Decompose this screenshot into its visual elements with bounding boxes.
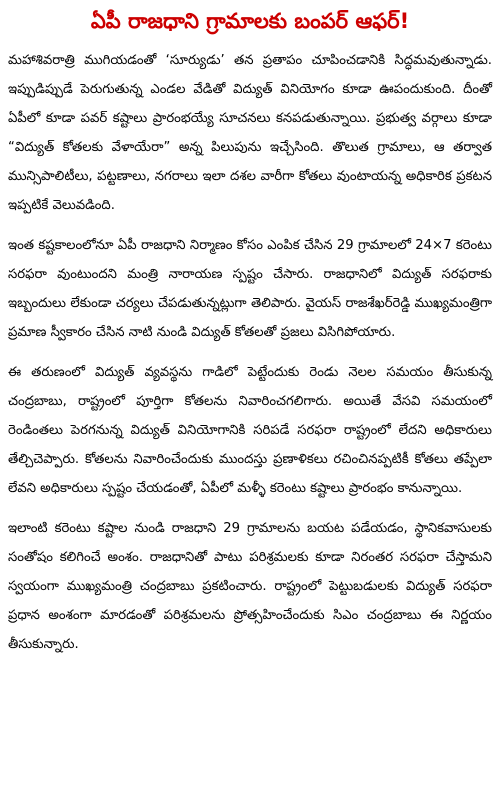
article-paragraph-1: మహాశివరాత్రి ముగియడంతో ‘సూర్యుడు’ తన ప్రతాపం చూపించడానికి సిద్ధమవుతున్నాడు. ఇప్పుడిప్పుడే పెరుగుతున్న ఎండల వేడితో విద్యుత్ వినియోగం కూడా ఊపందుకుంది. దీంతో ఏపీలో కూడా పవర్ కష్టాలు ప్రారంభయ్యే సూచనలు కనపడుతున్నాయి. ప్రభుత్వ వర్గాలు కూడా “విద్యుత్ కోతలకు వేళాయేరా” అన్న పిలుపును ఇచ్చేసింది. తొలుత గ్రామాలు, ఆ తర్వాత మున్సిపాలిటీలు, పట్టణాలు, నగరాలు ఇలా దశల వారీగా కోతలు వుంటాయన్న అధికారిక ప్రకటన ఇప్పటికే వెలువడింది. <box>8 53 492 213</box>
article-page <box>0 6 500 788</box>
article-headline: ఏపీ రాజధాని గ్రామాలకు బంపర్ ఆఫర్! <box>90 9 410 33</box>
article-paragraph-3: ఈ తరుణంలో విద్యుత్ వ్యవస్థను గాడిలో పెట్టేందుకు రెండు నెలల సమయం తీసుకున్న చంద్రబాబు, రాష్ట్రంలో పూర్తిగా కోతలను నివారించగలిగారు. అయితే వేసవి సమయంలో రెండింతలు పెరగనున్న విద్యుత్ వినియోగానికి సరిపడే సరఫరా రాష్ట్రంలో లేదని అధికారులు తేల్చిచెప్పారు. కోతలను నివారించేందుకు ముందస్తు ప్రణాళికలు రచించినప్పటికీ కోతలు తప్పేలా లేవని అధికారులు స్పష్టం చేయడంతో, ఏపీలో మళ్ళీ కరెంటు కష్టాలు ప్రారంభం కానున్నాయి. <box>8 365 492 496</box>
article-paragraph-2: ఇంత కష్టకాలంలోనూ ఏపీ రాజధాని నిర్మాణం కోసం ఎంపిక చేసిన 29 గ్రామాలలో 24×7 కరెంటు సరఫరా వుంటుందని మంత్రి నారాయణ స్పష్టం చేసారు. రాజధానిలో విద్యుత్ సరఫరాకు ఇబ్బందులు లేకుండా చర్యలు చేపడుతున్నట్లుగా తెలిపారు. వైయస్ రాజశేఖర్‌రెడ్డి ముఖ్యమంత్రిగా ప్రమాణ స్వీకారం చేసిన నాటి నుండి విద్యుత్ కోతలతో ప్రజలు విసిగిపోయారు. <box>8 238 492 340</box>
article-paragraph-4: ఇలాంటి కరెంటు కష్టాల నుండి రాజధాని 29 గ్రామాలను బయట పడేయడం, స్థానికవాసులకు సంతోషం కలిగించే అంశం. రాజధానితో పాటు పరిశ్రమలకు కూడా నిరంతర సరఫరా చేస్తామని స్వయంగా ముఖ్యమంత్రి చంద్రబాబు ప్రకటించారు. రాష్ట్రంలో పెట్టుబడులకు విద్యుత్ సరఫరా ప్రధాన అంశంగా మారడంతో పరిశ్రమలను ప్రోత్సహించేందుకు సిఎం చంద్రబాబు ఈ నిర్ణయం తీసుకున్నారు. <box>8 521 492 652</box>
